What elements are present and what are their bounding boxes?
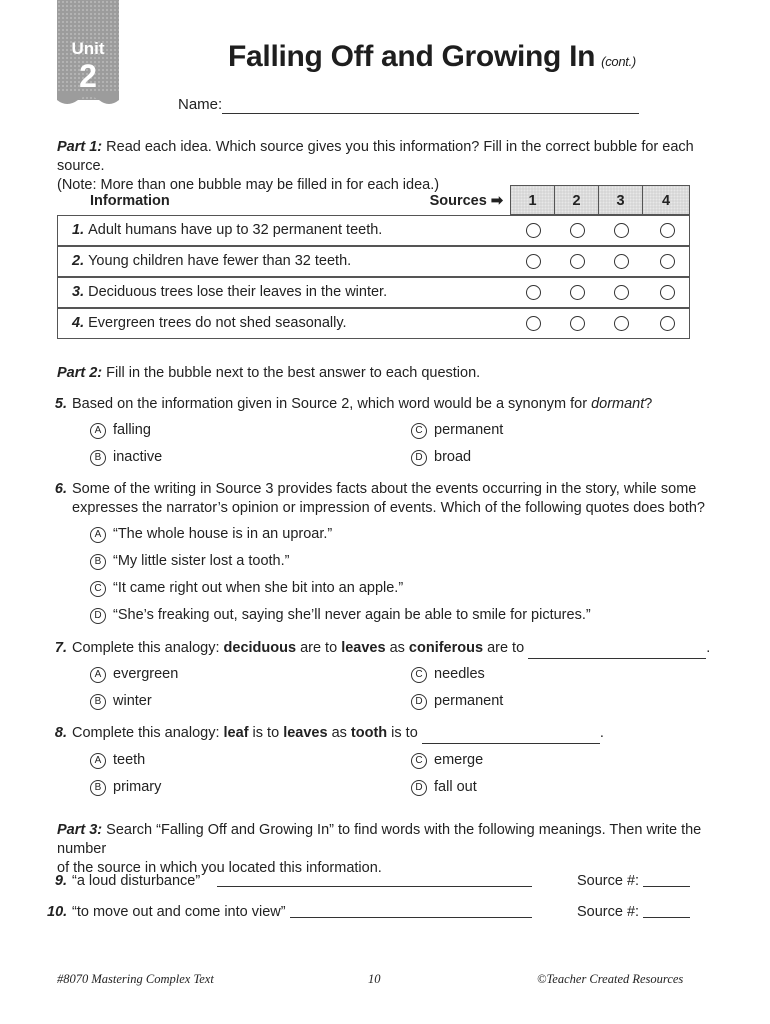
question-number: 5. — [54, 396, 67, 412]
answer-bubble[interactable] — [614, 254, 629, 269]
question-emphasis: dormant — [591, 396, 645, 412]
part1-line2: (Note: More than one bubble may be filled in for each idea.) — [57, 177, 440, 193]
question-10 — [47, 903, 286, 922]
option-a[interactable] — [90, 666, 178, 683]
option-b[interactable] — [90, 553, 289, 570]
option-letter[interactable]: D — [411, 780, 427, 796]
answer-bubble[interactable] — [570, 316, 585, 331]
analogy-end: . — [706, 640, 711, 656]
row-text: Adult humans have up to 32 permanent teeth. — [88, 222, 383, 238]
info-header: Information — [90, 193, 170, 209]
option-c[interactable] — [411, 752, 483, 769]
option-text: winter — [113, 693, 152, 709]
analogy-connector: are to — [296, 640, 342, 656]
answer-bubble[interactable] — [614, 285, 629, 300]
option-letter[interactable]: C — [411, 753, 427, 769]
name-label: Name: — [178, 96, 223, 113]
row-number: 2. — [72, 253, 85, 269]
option-text: inactive — [113, 449, 163, 465]
row-number: 4. — [72, 315, 85, 331]
option-a[interactable] — [90, 526, 332, 543]
option-letter[interactable]: A — [90, 423, 106, 439]
question-7 — [47, 639, 710, 659]
sources-header: Sources ➡ — [429, 193, 503, 209]
analogy-word: leaves — [341, 640, 386, 656]
answer-bubble[interactable] — [526, 316, 541, 331]
option-text: broad — [434, 449, 472, 465]
source-answer-line[interactable] — [643, 886, 690, 887]
analogy-word: leaf — [223, 725, 249, 741]
option-d[interactable] — [411, 779, 477, 796]
row-text: Deciduous trees lose their leaves in the winter. — [88, 284, 388, 300]
option-letter[interactable]: C — [411, 667, 427, 683]
answer-bubble[interactable] — [570, 254, 585, 269]
page-number: 10 — [368, 972, 381, 986]
answer-bubble[interactable] — [660, 316, 675, 331]
name-input-line[interactable] — [222, 113, 639, 114]
source-label: Source #: — [577, 904, 640, 920]
source-answer-line[interactable] — [643, 917, 690, 918]
option-text: falling — [113, 422, 151, 438]
answer-bubble[interactable] — [660, 285, 675, 300]
unit-label: Unit — [71, 39, 105, 58]
analogy-word: leaves — [283, 725, 328, 741]
option-text: “The whole house is in an uproar.” — [113, 526, 333, 542]
page-title — [228, 40, 636, 74]
option-letter[interactable]: B — [90, 780, 106, 796]
option-letter[interactable]: A — [90, 753, 106, 769]
table-row — [57, 277, 690, 308]
option-text: evergreen — [113, 666, 179, 682]
option-text: emerge — [434, 752, 484, 768]
option-c[interactable] — [411, 422, 503, 439]
question-number: 6. — [54, 481, 67, 497]
source-col-1: 1 — [510, 185, 555, 215]
option-c[interactable] — [411, 666, 485, 683]
part3-instructions — [57, 821, 737, 878]
part3-label: Part 3: — [57, 822, 103, 838]
part2-text: Fill in the bubble next to the best answer to each question. — [106, 365, 481, 381]
answer-blank[interactable] — [422, 724, 600, 744]
answer-bubble[interactable] — [660, 254, 675, 269]
option-text: needles — [434, 666, 485, 682]
option-letter[interactable]: A — [90, 527, 106, 543]
question-5 — [47, 395, 652, 414]
analogy-connector: are to — [483, 640, 529, 656]
option-letter[interactable]: C — [90, 581, 106, 597]
analogy-connector: as — [327, 725, 351, 741]
source-col-2: 2 — [554, 185, 599, 215]
word-answer-line[interactable] — [290, 917, 532, 918]
option-d[interactable] — [411, 449, 471, 466]
answer-bubble[interactable] — [526, 254, 541, 269]
title-text: Falling Off and Growing In — [228, 40, 596, 73]
option-letter[interactable]: B — [90, 450, 106, 466]
row-number: 1. — [72, 222, 85, 238]
question-6 — [47, 480, 727, 518]
row-text: Evergreen trees do not shed seasonally. — [88, 315, 347, 331]
part2-label: Part 2: — [57, 365, 103, 381]
option-a[interactable] — [90, 752, 145, 769]
table-row — [57, 246, 690, 277]
title-cont: (cont.) — [601, 54, 636, 69]
unit-tab — [57, 0, 119, 100]
answer-bubble[interactable] — [614, 223, 629, 238]
analogy-lead: Complete this analogy: — [72, 725, 224, 741]
meaning-text: “a loud disturbance” — [72, 873, 201, 889]
footer-left: #8070 Mastering Complex Text — [57, 972, 214, 986]
option-c[interactable] — [90, 580, 403, 597]
question-8 — [47, 724, 604, 744]
option-letter[interactable]: B — [90, 554, 106, 570]
row-text: Young children have fewer than 32 teeth. — [88, 253, 352, 269]
table-header — [57, 185, 690, 215]
footer-right: ©Teacher Created Resources — [537, 972, 684, 986]
option-d[interactable] — [90, 607, 591, 624]
table-row — [57, 308, 690, 339]
question-number: 10. — [47, 904, 68, 920]
source-col-4: 4 — [642, 185, 690, 215]
question-text-end: ? — [644, 396, 653, 412]
answer-bubble[interactable] — [570, 223, 585, 238]
option-text: “My little sister lost a tooth.” — [113, 553, 290, 569]
source-col-3: 3 — [598, 185, 643, 215]
option-b[interactable] — [90, 449, 162, 466]
analogy-connector: as — [385, 640, 409, 656]
analogy-connector: is to — [248, 725, 284, 741]
answer-bubble[interactable] — [526, 223, 541, 238]
question-text-line1: Some of the writing in Source 3 provides facts about the events occurring in the story, while some — [72, 481, 697, 497]
option-text: permanent — [434, 693, 504, 709]
option-letter[interactable]: D — [411, 694, 427, 710]
option-text: fall out — [434, 779, 477, 795]
option-text: permanent — [434, 422, 504, 438]
analogy-connector: is to — [387, 725, 422, 741]
analogy-word: deciduous — [223, 640, 297, 656]
option-text: “It came right out when she bit into an apple.” — [113, 580, 404, 596]
option-letter[interactable]: C — [411, 423, 427, 439]
option-text: teeth — [113, 752, 146, 768]
source-label: Source #: — [577, 873, 640, 889]
option-letter[interactable]: D — [411, 450, 427, 466]
row-number: 3. — [72, 284, 85, 300]
analogy-end: . — [599, 725, 604, 741]
answer-bubble[interactable] — [660, 223, 675, 238]
question-number: 7. — [54, 640, 67, 656]
option-d[interactable] — [411, 693, 503, 710]
option-letter[interactable]: D — [90, 608, 106, 624]
option-a[interactable] — [90, 422, 151, 439]
analogy-word: tooth — [350, 725, 388, 741]
option-letter[interactable]: B — [90, 694, 106, 710]
word-answer-line[interactable] — [217, 886, 532, 887]
question-9 — [47, 872, 200, 891]
answer-bubble[interactable] — [614, 316, 629, 331]
meaning-text: “to move out and come into view” — [72, 904, 286, 920]
option-b[interactable] — [90, 779, 161, 796]
sources-table — [57, 185, 690, 340]
option-b[interactable] — [90, 693, 152, 710]
question-number: 9. — [54, 873, 67, 889]
answer-blank[interactable] — [528, 639, 706, 659]
analogy-lead: Complete this analogy: — [72, 640, 224, 656]
question-number: 8. — [54, 725, 67, 741]
unit-number: 2 — [79, 58, 97, 94]
part3-line1: Search “Falling Off and Growing In” to find words with the following meanings. Then write the number — [57, 822, 702, 857]
table-row — [57, 215, 690, 246]
option-text: “She’s freaking out, saying she’ll never again be able to smile for pictures.” — [113, 607, 591, 623]
answer-bubble[interactable] — [570, 285, 585, 300]
part2-instructions — [57, 364, 480, 383]
option-text: primary — [113, 779, 162, 795]
part1-line1: Read each idea. Which source gives you this information? Fill in the correct bubble for each source. — [57, 139, 694, 174]
question-text: Based on the information given in Source 2, which word would be a synonym for — [72, 396, 592, 412]
part1-label: Part 1: — [57, 139, 103, 155]
answer-bubble[interactable] — [526, 285, 541, 300]
analogy-word: coniferous — [408, 640, 484, 656]
question-text-line2: expresses the narrator’s opinion or impression of events. Which of the following quotes does both? — [72, 500, 705, 516]
option-letter[interactable]: A — [90, 667, 106, 683]
part3-line2: of the source in which you located this information. — [57, 860, 382, 876]
